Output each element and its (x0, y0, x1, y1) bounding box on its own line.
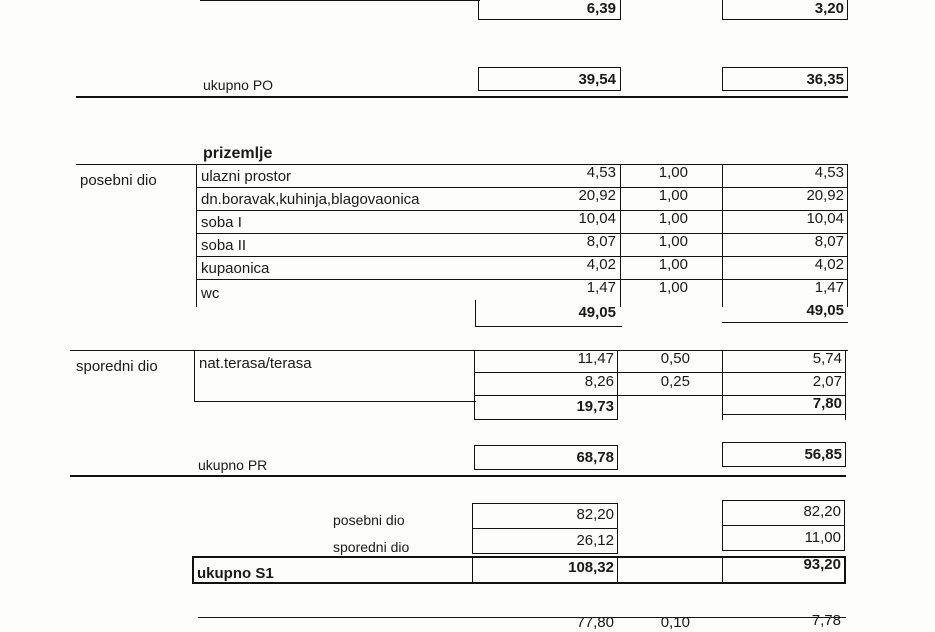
sporedni-row-coef: 0,50 (660, 350, 690, 367)
summary-sporedni-label: sporedni dio (333, 539, 410, 555)
ukupno-po-label: ukupno PO (203, 77, 274, 93)
sporedni-total-value: 7,80 (812, 395, 842, 412)
summary-sporedni-value: 11,00 (804, 529, 841, 546)
section-divider (70, 475, 846, 477)
sporedni-row-coef: 0,25 (660, 373, 690, 390)
room-value: 1,47 (814, 279, 844, 296)
summary-total-divider (472, 556, 473, 584)
summary-posebni-area: 82,20 (576, 506, 614, 523)
sporedni-total-bottom (474, 419, 618, 420)
room-area: 8,07 (586, 233, 616, 250)
room-name: kupaonica (201, 260, 270, 277)
sporedni-dio-label: sporedni dio (76, 358, 158, 375)
bottom-value: 7,78 (811, 612, 841, 629)
room-coef: 1,00 (658, 164, 688, 181)
summary-total-divider (722, 556, 723, 584)
top-area: 6,39 (586, 0, 616, 17)
value-col-right (847, 164, 848, 307)
room-name: ulazni prostor (201, 168, 292, 185)
room-name: dn.boravak,kuhinja,blagovaonica (201, 191, 420, 208)
posebni-total-bottom (722, 322, 848, 323)
room-area: 1,47 (586, 279, 616, 296)
room-value: 20,92 (806, 187, 844, 204)
posebni-dio-label: posebni dio (80, 172, 157, 189)
top-rule (200, 0, 480, 1)
room-coef: 1,00 (658, 256, 688, 273)
summary-total-area: 108,32 (568, 559, 614, 576)
sporedni-row-value: 2,07 (812, 373, 842, 390)
sporedni-col-left (194, 350, 195, 402)
sporedni-total-bottom (722, 414, 846, 415)
room-area: 4,02 (586, 256, 616, 273)
summary-posebni-label: posebni dio (333, 512, 405, 528)
posebni-total-bottom (475, 326, 622, 327)
room-value: 8,07 (814, 233, 844, 250)
bottom-area: 77,80 (576, 614, 614, 631)
area-col-right (620, 164, 621, 307)
room-name: wc (201, 285, 220, 302)
room-coef: 1,00 (658, 279, 688, 296)
section-divider (76, 96, 848, 98)
sporedni-row-area: 8,26 (584, 373, 614, 390)
bottom-coef: 0,10 (660, 614, 690, 631)
room-value: 4,53 (814, 164, 844, 181)
room-area: 4,53 (586, 164, 616, 181)
sporedni-row-value: 5,74 (812, 350, 842, 367)
room-area: 10,04 (578, 210, 616, 227)
sporedni-row-name: nat.terasa/terasa (199, 355, 312, 372)
summary-total-divider (617, 556, 618, 584)
ukupno-pr-label: ukupno PR (198, 457, 268, 473)
sporedni-area-right (617, 350, 618, 420)
ukupno-po-area: 39,54 (578, 71, 616, 88)
sporedni-bottom (194, 401, 476, 402)
posebni-total-value: 49,05 (806, 302, 844, 319)
room-coef: 1,00 (658, 233, 688, 250)
summary-total-label: ukupno S1 (197, 565, 274, 582)
sporedni-coef-right (722, 350, 723, 420)
room-name: soba I (201, 214, 242, 231)
ukupno-po-value: 36,35 (806, 71, 844, 88)
room-value: 10,04 (806, 210, 844, 227)
ukupno-pr-value: 56,85 (804, 446, 842, 463)
coef-col-right (722, 164, 723, 307)
sporedni-total-area: 19,73 (576, 398, 614, 415)
room-col-left (196, 164, 197, 307)
posebni-total-area: 49,05 (578, 304, 616, 321)
sporedni-total-left (474, 350, 475, 420)
summary-posebni-value: 82,20 (803, 503, 841, 520)
room-name: soba II (201, 237, 247, 254)
summary-sporedni-area: 26,12 (576, 532, 614, 549)
prizemlje-heading: prizemlje (203, 145, 273, 162)
total-col-left (475, 300, 476, 327)
room-value: 4,02 (814, 256, 844, 273)
ukupno-pr-area: 68,78 (576, 449, 614, 466)
sporedni-value-right (845, 350, 846, 420)
room-coef: 1,00 (658, 187, 688, 204)
top-value: 3,20 (814, 0, 844, 17)
sporedni-row-area: 11,47 (577, 350, 614, 367)
room-coef: 1,00 (658, 210, 688, 227)
summary-total-value: 93,20 (803, 556, 841, 573)
room-area: 20,92 (578, 187, 616, 204)
